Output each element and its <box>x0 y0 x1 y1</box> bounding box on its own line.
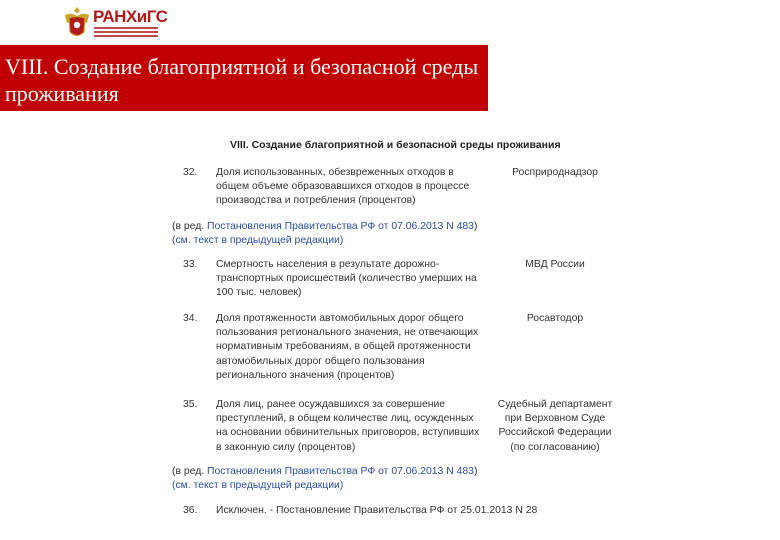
note-suffix: ) <box>473 221 478 232</box>
row-description: Исключен. - Постановление Правительства РФ от 25.01.2013 N 28 <box>216 505 538 516</box>
logo-subtitle-lines <box>94 27 158 39</box>
eagle-emblem-icon <box>63 6 91 40</box>
title-banner <box>0 45 488 111</box>
amendment-note <box>172 220 512 248</box>
decree-link[interactable]: Постановления Правительства РФ от 07.06.2013 N 483 <box>207 221 474 232</box>
row-number: 34. <box>183 313 198 324</box>
ranepa-logo <box>63 6 168 40</box>
previous-edition-link[interactable]: (см. текст в предыдущей редакции) <box>172 480 344 492</box>
row-number: 35. <box>183 399 198 410</box>
row-agency: Росавтодор <box>526 313 584 324</box>
note-prefix: (в ред. <box>172 466 208 477</box>
row-agency: Росприроднадзор <box>512 167 598 178</box>
decree-link[interactable]: Постановления Правительства РФ от 07.06.2013 N 483 <box>207 466 474 477</box>
amendment-note <box>172 465 512 493</box>
row-description: Доля лиц, ранее осуждавшихся за совершение преступлений, в общем количестве лиц, осужденных на основании обвинительных приговоров, вступивших в законную силу (процентов) <box>216 399 480 453</box>
document-title: VIII. Создание благоприятной и безопасной среды проживания <box>230 139 561 151</box>
row-number: 32. <box>183 167 198 178</box>
row-description: Доля протяженности автомобильных дорог общего пользования регионального значения, не отвечающих нормативным требованиям, в общей протяженности автомобильных дорог общего пользования регионального значения (процентов) <box>216 313 479 381</box>
logo-text: РАНХиГС <box>93 7 168 26</box>
row-description: Доля использованных, обезвреженных отходов в общем объеме образовавшихся отходов в процессе производства и потребления (процентов) <box>216 167 470 207</box>
previous-edition-link[interactable]: (см. текст в предыдущей редакции) <box>172 235 344 247</box>
document-excerpt <box>160 128 630 533</box>
row-agency: МВД России <box>525 259 585 270</box>
slide-title: VIII. Создание благоприятной и безопасной среды проживания <box>5 54 479 106</box>
row-number: 33. <box>183 259 198 270</box>
row-description: Смертность населения в результате дорожно-транспортных происшествий (количество умерших на 100 тыс. человек) <box>216 259 477 299</box>
note-suffix: ) <box>473 466 478 477</box>
row-number: 36. <box>183 505 198 516</box>
row-agency: Судебный департамент при Верховном Суде Российской Федерации (по согласованию) <box>497 399 613 453</box>
note-prefix: (в ред. <box>172 221 208 232</box>
